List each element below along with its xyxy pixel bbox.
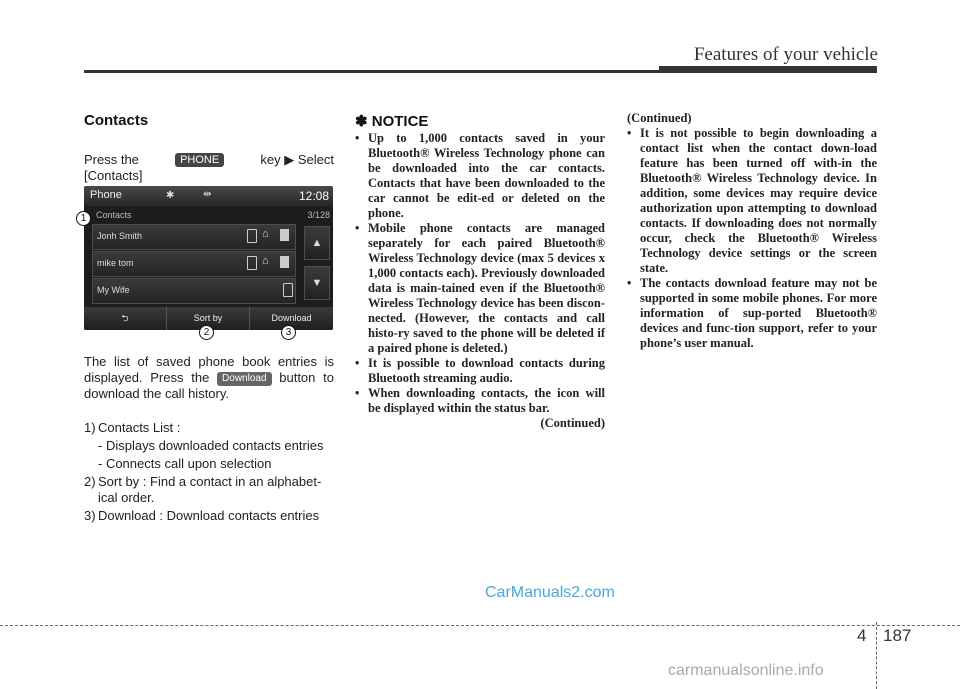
instruction-mid: key — [260, 152, 281, 167]
home-icon: ⌂ — [262, 255, 269, 267]
list-text: Download : Download contacts entries — [98, 508, 320, 523]
callout-1: 1 — [76, 211, 91, 226]
notice-heading — [355, 112, 428, 130]
notice-title: NOTICE — [371, 113, 429, 130]
clock: 12:08 — [298, 189, 329, 203]
contact-name: Jonh Smith — [97, 231, 143, 241]
contacts-instruction — [84, 152, 334, 184]
notice-item: • Up to 1,000 contacts saved in your Bluetooth® Wireless Technology phone can be downloaded into the car contacts. Contacts that have been downloaded to the car cannot be edit-ed or deleted on the phone. — [355, 131, 605, 221]
notice-symbol: ✽ — [355, 113, 368, 130]
sort-by-button[interactable]: Sort by — [167, 307, 250, 330]
header-rule — [84, 70, 659, 73]
scroll-up-button[interactable] — [304, 226, 330, 260]
list-sub: - Connects call upon selection — [98, 456, 272, 471]
column-3 — [627, 111, 877, 351]
triangle-down-icon: ▼ — [311, 277, 323, 289]
list-header: Contacts — [96, 210, 132, 220]
desc-post: button to download the call history. — [84, 370, 334, 401]
phone-screen — [84, 186, 333, 330]
screen-title: Phone — [90, 189, 122, 201]
contacts-list — [84, 420, 334, 524]
list-num: 3) — [84, 508, 96, 523]
desc-pre: The list of saved phone book entries is displayed. Press the — [84, 354, 334, 385]
header-bar — [659, 66, 877, 73]
notice-item: • Mobile phone contacts are managed separately for each paired Bluetooth® Wireless Technology device (max 5 devices x 1,000 contacts each). Previously downloaded data is main-tained even if the Bluetooth® Wireless Technology device has been discon-nected. (However, the contacts and call histo-ry saved to the phone will be deleted if a paired phone is deleted.) — [355, 221, 605, 356]
contact-count: 3/128 — [307, 210, 330, 220]
bluetooth-icon: ✱ — [166, 190, 175, 201]
mobile-icon — [247, 256, 257, 270]
col3-continued: (Continued) — [627, 111, 692, 125]
footer-rule — [0, 625, 960, 626]
office-icon — [280, 229, 289, 241]
notice-item: • It is possible to download contacts during Bluetooth streaming audio. — [355, 356, 605, 386]
notice-continued: (Continued) — [540, 416, 605, 430]
home-icon: ⌂ — [262, 228, 269, 240]
back-arrow-icon: ⮌ — [121, 313, 129, 323]
list-text: Contacts List : — [98, 420, 181, 435]
header-title: Features of your vehicle — [693, 44, 878, 65]
contact-name: mike tom — [97, 258, 134, 268]
callout-2: 2 — [199, 325, 214, 340]
chapter-number: 4 — [857, 626, 867, 645]
contact-row[interactable] — [92, 278, 296, 304]
triangle-up-icon: ▲ — [311, 237, 323, 249]
watermark: CarManuals2.com — [485, 584, 615, 601]
contact-name: My Wife — [97, 285, 130, 295]
office-icon — [280, 256, 289, 268]
col3-item: • It is not possible to begin downloading a contact list when the contact down-load feature has been turned off with-in the Bluetooth® Wireless Technology device. In addition, some devices may require device authorization upon attempting to download contacts. If downloading does not normally occur, check the Bluetooth® Wireless Technology device settings or the screen state. — [627, 126, 877, 276]
download-button[interactable]: Download — [271, 313, 312, 323]
back-button[interactable] — [84, 307, 167, 330]
instruction-post: [Contacts] — [84, 168, 143, 183]
notice-item: • When downloading contacts, the icon will be displayed within the status bar. — [355, 386, 605, 416]
contacts-heading: Contacts — [84, 112, 149, 129]
list-num: 1) — [84, 420, 96, 435]
list-sub: - Displays downloaded contacts entries — [98, 438, 324, 453]
contacts-description — [84, 354, 334, 402]
col3-item: • The contacts download feature may not be supported in some mobile phones. For more information of sup-ported Bluetooth® devices and func-tion support, refer to your phone’s user manual. — [627, 276, 877, 351]
list-text: Sort by : Find a contact in an alphabet-ical order. — [98, 474, 322, 505]
watermark-bottom: carmanualsonline.info — [668, 662, 824, 679]
download-badge: Download — [217, 372, 271, 386]
notice-body — [355, 131, 605, 431]
list-num: 2) — [84, 474, 96, 489]
callout-3: 3 — [281, 325, 296, 340]
triangle-right-icon: ▶ — [284, 152, 295, 167]
scroll-down-button[interactable] — [304, 266, 330, 300]
instruction-pre: Press the — [84, 152, 139, 167]
usb-icon: ⇹ — [203, 189, 212, 200]
page-divider — [876, 622, 877, 689]
mobile-icon — [283, 283, 293, 297]
instruction-select: Select — [297, 152, 334, 167]
page-number: 187 — [883, 626, 912, 645]
phone-key-badge: PHONE — [175, 153, 224, 167]
mobile-icon — [247, 229, 257, 243]
contact-row[interactable] — [92, 251, 296, 277]
contact-row[interactable] — [92, 224, 296, 250]
